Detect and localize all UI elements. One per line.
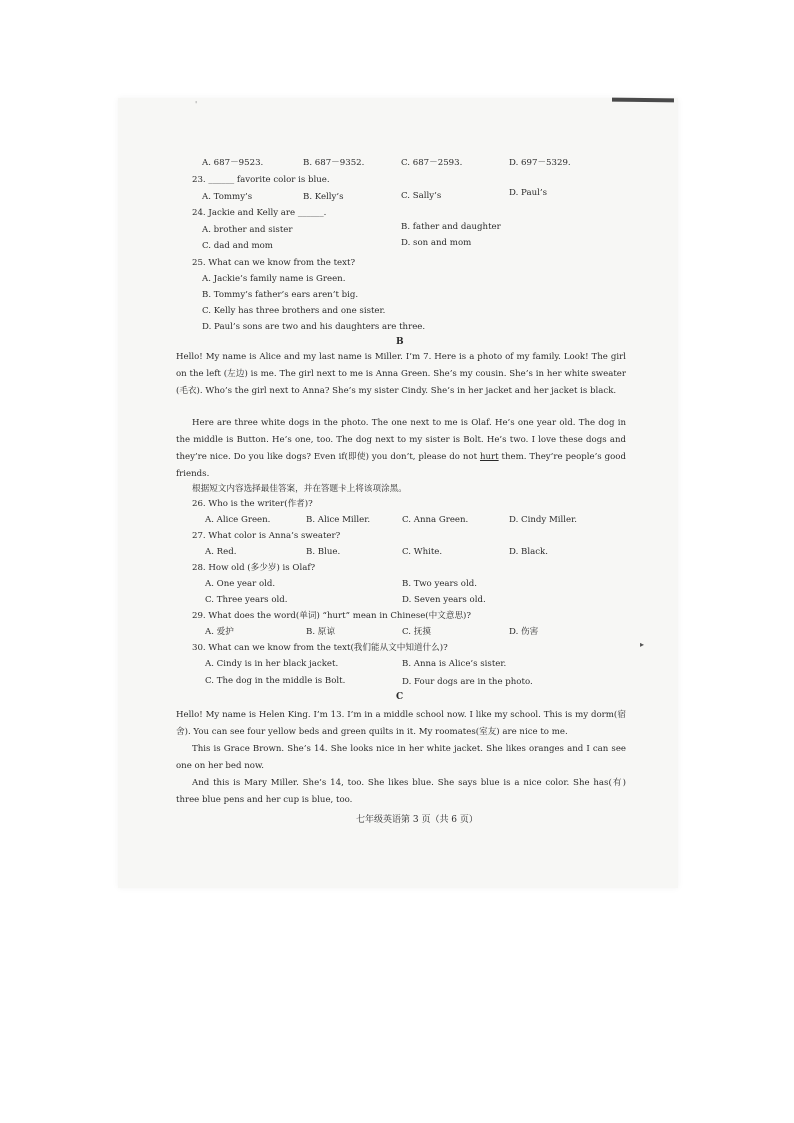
passage-c-p3-text: And this is Mary Miller. She’s 14, too. She likes blue. She says blue is a nice color. She has(有) three blue pens and her cup is blue, too. (176, 778, 626, 805)
q23-option-c: C. Sally’s (401, 191, 442, 201)
q29-option-d: D. 伤害 (509, 627, 539, 637)
passage-c-paragraph-2 (176, 741, 626, 775)
q23-option-d: D. Paul’s (509, 188, 547, 198)
q26-option-a: A. Alice Green. (205, 515, 271, 525)
q27-option-d: D. Black. (509, 547, 548, 557)
scan-speck: ▸ (640, 640, 645, 649)
q25-option-b: B. Tommy’s father’s ears aren’t big. (202, 290, 359, 300)
passage-c-p2-text: This is Grace Brown. She’s 14. She looks nice in her white jacket. She likes oranges and I can see one on her bed now. (176, 744, 626, 771)
page-footer: 七年级英语第 3 页（共 6 页） (356, 815, 478, 825)
q28-option-c: C. Three years old. (205, 595, 288, 605)
q24-option-c: C. dad and mom (202, 241, 273, 251)
q24-option-a: A. brother and sister (202, 225, 293, 235)
passage-b-paragraph-2 (176, 415, 626, 483)
q27-option-c: C. White. (402, 547, 443, 557)
passage-b-p2-text-a: Here are three white dogs in the photo. The one next to me is Olaf. He’s one year old. The dog in the middle is Button. He’s one, too. The dog next to my sister is Bolt. He’s two. I love these dogs and they’re nice. Do you like dogs? Even if(即使) you don’t, please do not (176, 418, 626, 462)
q27-option-b: B. Blue. (306, 547, 341, 557)
q23-option-b: B. Kelly’s (303, 192, 344, 202)
q25-option-c: C. Kelly has three brothers and one sister. (202, 306, 386, 316)
passage-b-paragraph-1 (176, 349, 626, 400)
q25-option-d: D. Paul’s sons are two and his daughters are three. (202, 322, 426, 332)
scan-speck: ' (195, 100, 198, 109)
q27-stem: 27. What color is Anna’s sweater? (192, 531, 341, 541)
q26-option-b: B. Alice Miller. (306, 515, 371, 525)
q28-option-a: A. One year old. (205, 579, 276, 589)
q28-option-d: D. Seven years old. (402, 595, 486, 605)
section-c-heading: C (396, 692, 404, 702)
q27-option-a: A. Red. (205, 547, 237, 557)
q23-stem: 23. ______ favorite color is blue. (192, 175, 330, 185)
q26-option-d: D. Cindy Miller. (509, 515, 578, 525)
q22-option-c: C. 687－2593. (401, 158, 463, 168)
q22-option-b: B. 687－9352. (303, 158, 365, 168)
q26-option-c: C. Anna Green. (402, 515, 469, 525)
section-b-heading: B (396, 337, 404, 347)
passage-c-p1-text: Hello! My name is Helen King. I’m 13. I’m in a middle school now. I like my school. This is my dorm(宿舍). You can see four yellow beds and green quilts in it. My roomates(室友) are nice to me. (176, 710, 626, 737)
q22-option-a: A. 687－9523. (202, 158, 264, 168)
q30-option-b: B. Anna is Alice’s sister. (402, 659, 507, 669)
q30-option-c: C. The dog in the middle is Bolt. (205, 676, 346, 686)
q24-option-d: D. son and mom (401, 238, 472, 248)
passage-b-p2-text-b: them. They’re people’s good friends. (176, 452, 626, 479)
q29-option-a: A. 爱护 (205, 627, 234, 637)
q30-stem: 30. What can we know from the text(我们能从文中知道什么)? (192, 643, 448, 653)
q29-option-b: B. 原谅 (306, 627, 335, 637)
word-hurt-underlined: hurt (479, 452, 499, 462)
q30-option-a: A. Cindy is in her black jacket. (205, 659, 339, 669)
q29-stem: 29. What does the word(单词) “hurt” mean in Chinese(中文意思)? (192, 611, 471, 621)
passage-b-p1-text: Hello! My name is Alice and my last name is Miller. I’m 7. Here is a photo of my family. Look! The girl on the left (左边) is me. The girl next to me is Anna Green. She’s my cousin. She’s in her white sweater (毛衣). Who’s the girl next to Anna? She’s my sister Cindy. She’s in her jacket and her jacket is black. (176, 352, 626, 396)
q25-stem: 25. What can we know from the text? (192, 258, 356, 268)
q25-option-a: A. Jackie’s family name is Green. (202, 274, 346, 284)
q22-option-d: D. 697－5329. (509, 158, 571, 168)
passage-c-paragraph-3 (176, 775, 626, 809)
q23-option-a: A. Tommy’s (202, 192, 253, 202)
passage-c-paragraph-1 (176, 707, 626, 741)
q24-option-b: B. father and daughter (401, 222, 501, 232)
q28-stem: 28. How old (多少岁) is Olaf? (192, 563, 316, 573)
scan-edge-mark (612, 98, 674, 103)
q30-option-d: D. Four dogs are in the photo. (402, 677, 533, 687)
q24-stem: 24. Jackie and Kelly are ______. (192, 208, 327, 218)
q28-option-b: B. Two years old. (402, 579, 477, 589)
answer-instruction: 根据短文内容选择最佳答案，并在答题卡上将该项涂黑。 (192, 484, 407, 494)
q29-option-c: C. 抚摸 (402, 627, 431, 637)
q26-stem: 26. Who is the writer(作者)? (192, 499, 313, 509)
